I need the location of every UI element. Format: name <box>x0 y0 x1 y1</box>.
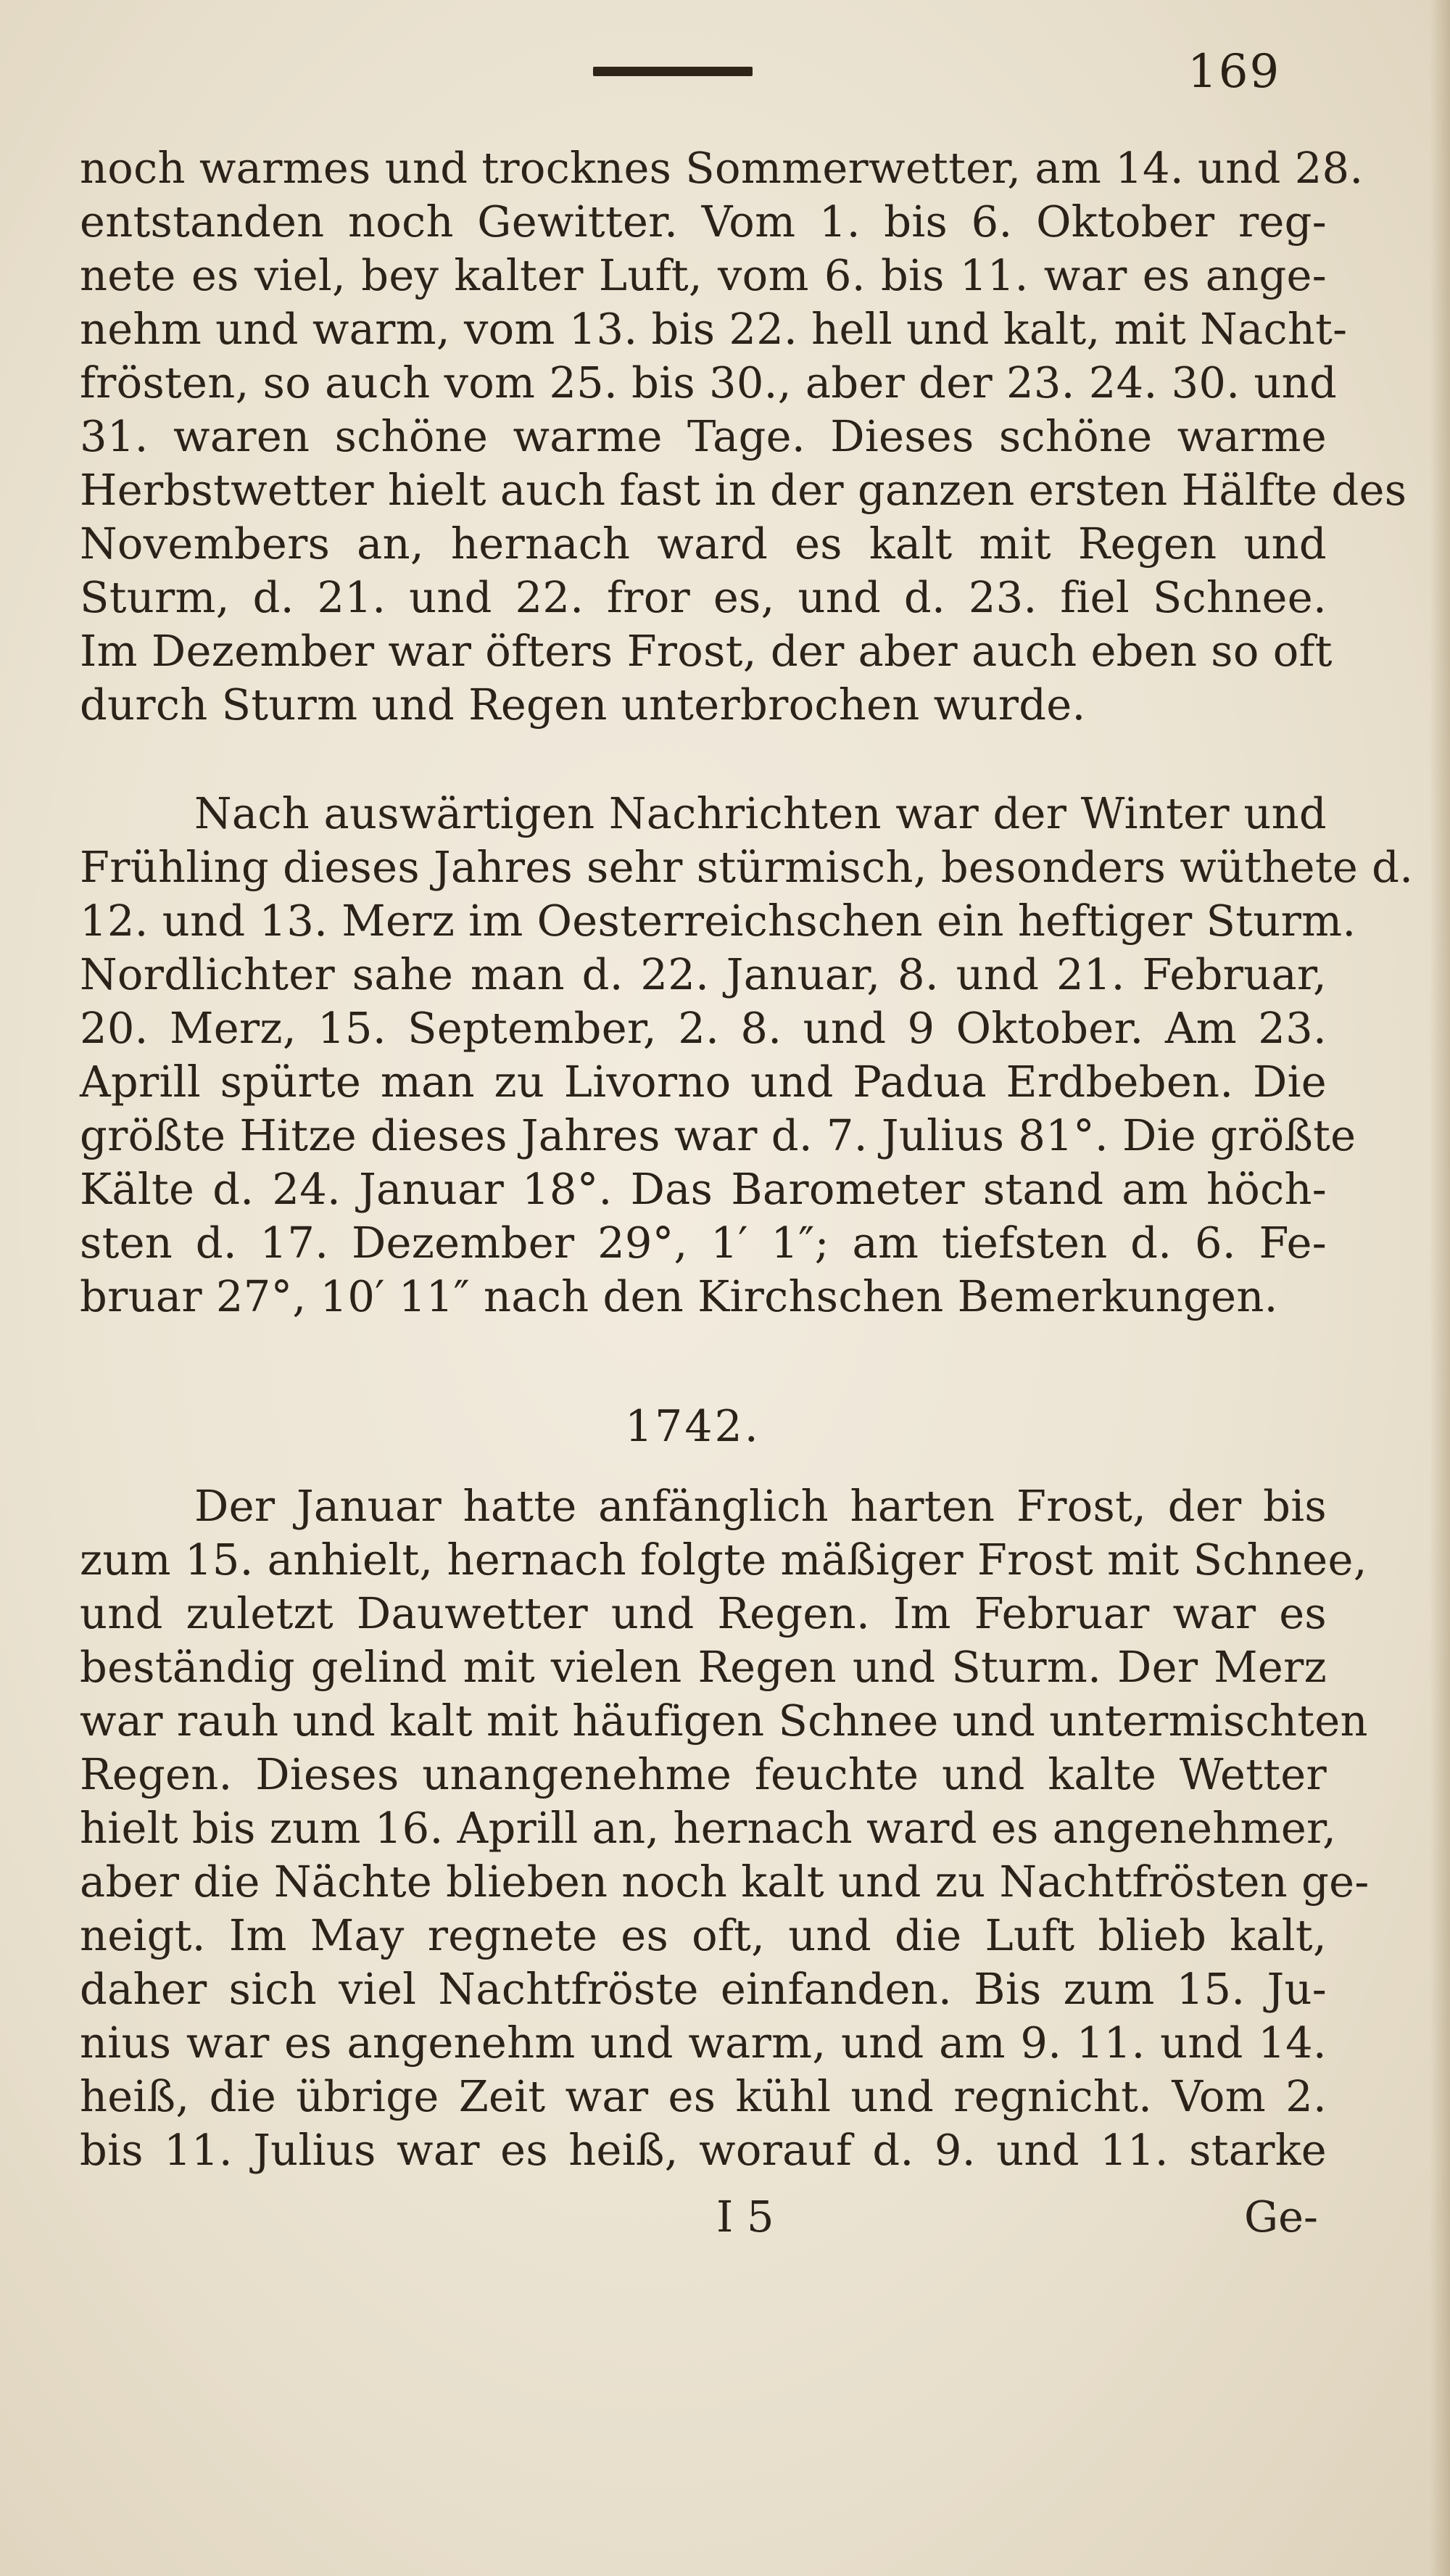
text-line: noch warmes und trocknes Sommerwetter, am 14. und 28. <box>80 143 1364 193</box>
text-line: nete es viel, bey kalter Luft, vom 6. bis 11. war es ange- <box>80 250 1327 300</box>
text-line: Novembers an, hernach ward es kalt mit Regen und <box>80 519 1327 569</box>
text-line: war rauh und kalt mit häufigen Schnee und untermischten <box>80 1696 1368 1746</box>
page-edge-shadow <box>1430 0 1450 2576</box>
text-line: Herbstwetter hielt auch fast in der ganzen ersten Hälfte des <box>80 465 1407 515</box>
text-line: Regen. Dieses unangenehme feuchte und kalte Wetter <box>80 1749 1327 1799</box>
page-number: 169 <box>1188 45 1281 99</box>
text-line: Nach auswärtigen Nachrichten war der Winter und <box>194 788 1327 838</box>
text-line: Frühling dieses Jahres sehr stürmisch, besonders wüthete d. <box>80 842 1414 892</box>
text-line: hielt bis zum 16. Aprill an, hernach ward es angenehmer, <box>80 1803 1337 1853</box>
text-line: Der Januar hatte anfänglich harten Frost, der bis <box>194 1481 1327 1531</box>
text-line: Kälte d. 24. Januar 18°. Das Barometer stand am höch- <box>80 1164 1327 1214</box>
text-line: Sturm, d. 21. und 22. fror es, und d. 23. fiel Schnee. <box>80 572 1327 622</box>
text-line: aber die Nächte blieben noch kalt und zu Nachtfrösten ge- <box>80 1857 1370 1907</box>
header-rule <box>593 67 753 76</box>
text-line: daher sich viel Nachtfröste einfanden. Bis zum 15. Ju- <box>80 1964 1327 2014</box>
signature-mark: I 5 <box>716 2192 774 2242</box>
text-line: beständig gelind mit vielen Regen und Sturm. Der Merz <box>80 1642 1327 1692</box>
catchword: Ge- <box>1244 2192 1318 2242</box>
text-line: frösten, so auch vom 25. bis 30., aber der 23. 24. 30. und <box>80 358 1338 408</box>
year-heading: 1742. <box>625 1401 761 1452</box>
text-line: nehm und warm, vom 13. bis 22. hell und kalt, mit Nacht- <box>80 304 1348 354</box>
text-line: Im Dezember war öfters Frost, der aber auch eben so oft <box>80 626 1333 676</box>
text-line: heiß, die übrige Zeit war es kühl und regnicht. Vom 2. <box>80 2071 1327 2121</box>
text-line: und zuletzt Dauwetter und Regen. Im Februar war es <box>80 1588 1327 1638</box>
text-line: 31. waren schöne warme Tage. Dieses schöne warme <box>80 411 1327 461</box>
text-line: Aprill spürte man zu Livorno und Padua Erdbeben. Die <box>80 1057 1327 1107</box>
text-line: 12. und 13. Merz im Oesterreichschen ein heftiger Sturm. <box>80 896 1356 946</box>
text-line: 20. Merz, 15. September, 2. 8. und 9 Oktober. Am 23. <box>80 1003 1327 1053</box>
text-line: nius war es angenehm und warm, und am 9. 11. und 14. <box>80 2018 1327 2068</box>
text-line: zum 15. anhielt, hernach folgte mäßiger Frost mit Schnee, <box>80 1535 1367 1585</box>
text-line: bis 11. Julius war es heiß, worauf d. 9. und 11. starke <box>80 2125 1327 2175</box>
text-line: neigt. Im May regnete es oft, und die Luft blieb kalt, <box>80 1910 1327 1960</box>
text-line: durch Sturm und Regen unterbrochen wurde. <box>80 680 1086 730</box>
text-line: entstanden noch Gewitter. Vom 1. bis 6. Oktober reg- <box>80 197 1327 247</box>
text-line: Nordlichter sahe man d. 22. Januar, 8. und 21. Februar, <box>80 949 1327 999</box>
text-line: sten d. 17. Dezember 29°, 1′ 1″; am tiefsten d. 6. Fe- <box>80 1218 1327 1268</box>
text-line: größte Hitze dieses Jahres war d. 7. Julius 81°. Die größte <box>80 1110 1356 1160</box>
text-line: bruar 27°, 10′ 11″ nach den Kirchschen Bemerkungen. <box>80 1271 1278 1321</box>
